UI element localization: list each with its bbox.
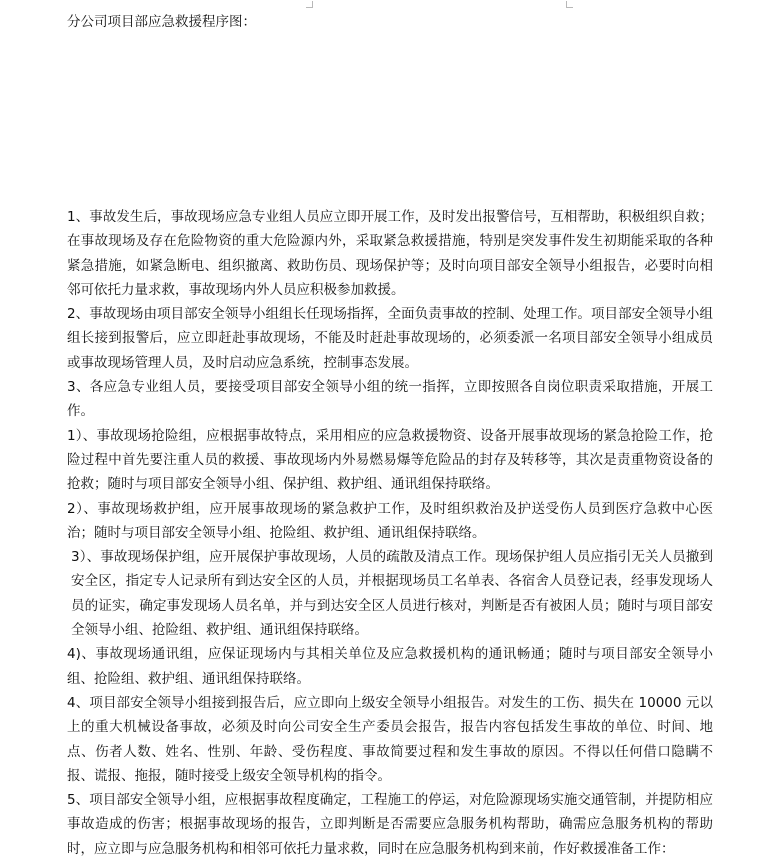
paragraph-protection-team: 3）、事故现场保护组，应开展保护事故现场，人员的疏散及清点工作。现场保护组人员应指引无关人员撤到安全区，指定专人记录所有到达安全区的人员，并根据现场员工名单表、各宿舍人员登记表，经事发现场人员的证实，确定事发现场人员名单，并与到达安全区人员进行核对，判断是否有被困人员；随时与项目部安全领导小组、抢险组、救护组、通讯组保持联络。 — [71, 549, 713, 639]
paragraph-communication-team: 4)、事故现场通讯组，应保证现场内与其相关单位及应急救援机构的通讯畅通；随时与项目部安全领导小组、抢险组、救护组、通讯组保持联络。 — [67, 646, 713, 687]
paragraph-step-3: 3、各应急专业组人员，要接受项目部安全领导小组的统一指挥，立即按照各自岗位职责采取措施，开展工作。 — [67, 379, 713, 420]
document-body — [67, 205, 713, 861]
paragraph-step-1: 1、事故发生后，事故现场应急专业组人员应立即开展工作，及时发出报警信号，互相帮助，积极组织自救；在事故现场及存在危险物资的重大危险源内外，采取紧急救援措施，特别是突发事件发生初期能采取的各种紧急措施，如紧急断电、组织撤离、救助伤员、现场保护等；及时向项目部安全领导小组报告，必要时向相邻可依托力量求救，事故现场内外人员应积极参加救援。 — [67, 209, 713, 298]
margin-corner-mark-left — [306, 1, 313, 8]
paragraph-medical-team: 2）、事故现场救护组，应开展事故现场的紧急救护工作，及时组织救治及护送受伤人员到医疗急救中心医治；随时与项目部安全领导小组、抢险组、救护组、通讯组保持联络。 — [67, 500, 713, 541]
paragraph-step-4: 4、项目部安全领导小组接到报告后，应立即向上级安全领导小组报告。对发生的工伤、损失在 10000 元以上的重大机械设备事故，必须及时向公司安全生产委员会报告，报告内容包括发生事故的单位、时间、地点、伤者人数、姓名、性别、年龄、受伤程度、事故简要过程和发生事故的原因。不得以任何借口隐瞒不报、谎报、拖报，随时接受上级安全领导机构的指令。 — [67, 694, 713, 784]
margin-corner-mark-right — [566, 1, 573, 8]
paragraph-step-2: 2、事故现场由项目部安全领导小组组长任现场指挥，全面负责事故的控制、处理工作。项目部安全领导小组组长接到报警后，应立即赶赴事故现场，不能及时赶赴事故现场的，必须委派一名项目部安全领导小组成员或事故现场管理人员，及时启动应急系统，控制事态发展。 — [67, 306, 713, 371]
paragraph-step-5: 5、项目部安全领导小组，应根据事故程度确定，工程施工的停运，对危险源现场实施交通管制，并提防相应事故造成的伤害；根据事故现场的报告，立即判断是否需要应急服务机构帮助，确需应急服务机构的帮助时，应立即与应急服务机构和相邻可依托力量求救，同时在应急服务机构到来前，作好救援准备工作： — [67, 792, 713, 857]
document-heading: 分公司项目部应急救援程序图： — [67, 14, 256, 30]
paragraph-rescue-team: 1）、事故现场抢险组，应根据事故特点，采用相应的应急救援物资、设备开展事故现场的紧急抢险工作，抢险过程中首先要注重人员的救援、事故现场内外易燃易爆等危险品的封存及转移等，其次是责重物资设备的抢救；随时与项目部安全领导小组、保护组、救护组、通讯组保持联络。 — [67, 427, 713, 493]
